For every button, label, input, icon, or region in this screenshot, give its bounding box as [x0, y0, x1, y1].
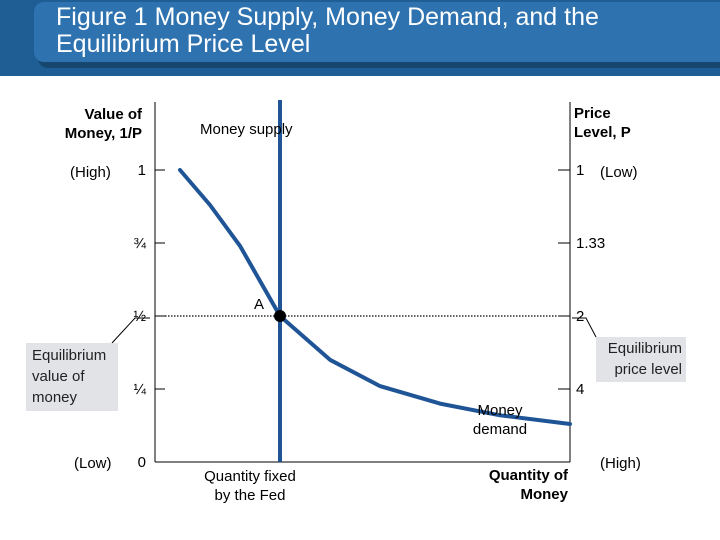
left-axis-high-label: (High): [70, 164, 111, 181]
right-tick-label-3: 4: [576, 381, 585, 398]
x-axis-title-line2: Money: [520, 486, 568, 503]
right-axis-high-label: (High): [600, 455, 641, 472]
quantity-fixed-label-line2: by the Fed: [214, 487, 286, 504]
equilibrium-point-a: [274, 310, 286, 322]
money-demand-label: [465, 401, 535, 439]
left-tick-label-2: ½: [133, 308, 146, 325]
point-a-label: A: [254, 296, 265, 313]
quantity-fixed-label-line1: Quantity fixed: [204, 468, 296, 485]
equilibrium-value-note: [26, 343, 118, 411]
left-tick-label-3: ¾: [133, 235, 146, 252]
x-axis-title: [470, 466, 568, 504]
x-axis-title-line1: Quantity of: [488, 467, 568, 484]
equilibrium-value-note-line3: money: [32, 389, 78, 406]
right-tick-label-0: 1: [576, 162, 585, 179]
right-tick-label-2: 2: [576, 308, 585, 325]
money-supply-label: Money supply: [200, 121, 293, 138]
left-tick-label-0: 0: [137, 454, 146, 471]
equilibrium-price-note: [596, 337, 686, 382]
right-axis-title: [574, 104, 631, 142]
equilibrium-price-note-line1: Equilibrium: [607, 340, 682, 357]
equilibrium-price-note-line2: price level: [614, 361, 682, 378]
left-axis-title: [40, 105, 142, 143]
left-axis-low-label: (Low): [74, 455, 112, 472]
quantity-fixed-label: [194, 467, 306, 505]
right-axis-low-label: (Low): [600, 164, 638, 181]
right-axis-title-line2: Level, P: [574, 124, 631, 141]
equilibrium-value-note-line2: value of: [32, 368, 85, 385]
left-tick-label-4: 1: [137, 162, 146, 179]
copyright-text: Copyright © 2004 South-Western: [522, 527, 626, 534]
page-title: Figure 1 Money Supply, Money Demand, and the Equilibrium Price Level: [56, 3, 599, 58]
money-demand-label-line2: demand: [472, 421, 528, 438]
left-axis-title-line2: Money, 1/P: [64, 125, 142, 142]
right-axis-title-line1: Price: [574, 105, 611, 122]
left-axis-title-line1: Value of: [84, 106, 142, 123]
money-demand-label-line1: Money: [477, 402, 523, 419]
equilibrium-value-note-line1: Equilibrium: [32, 347, 107, 364]
left-tick-label-1: ¼: [133, 381, 146, 398]
right-tick-label-1: 1.33: [576, 235, 606, 252]
money-demand-curve: [180, 170, 570, 424]
